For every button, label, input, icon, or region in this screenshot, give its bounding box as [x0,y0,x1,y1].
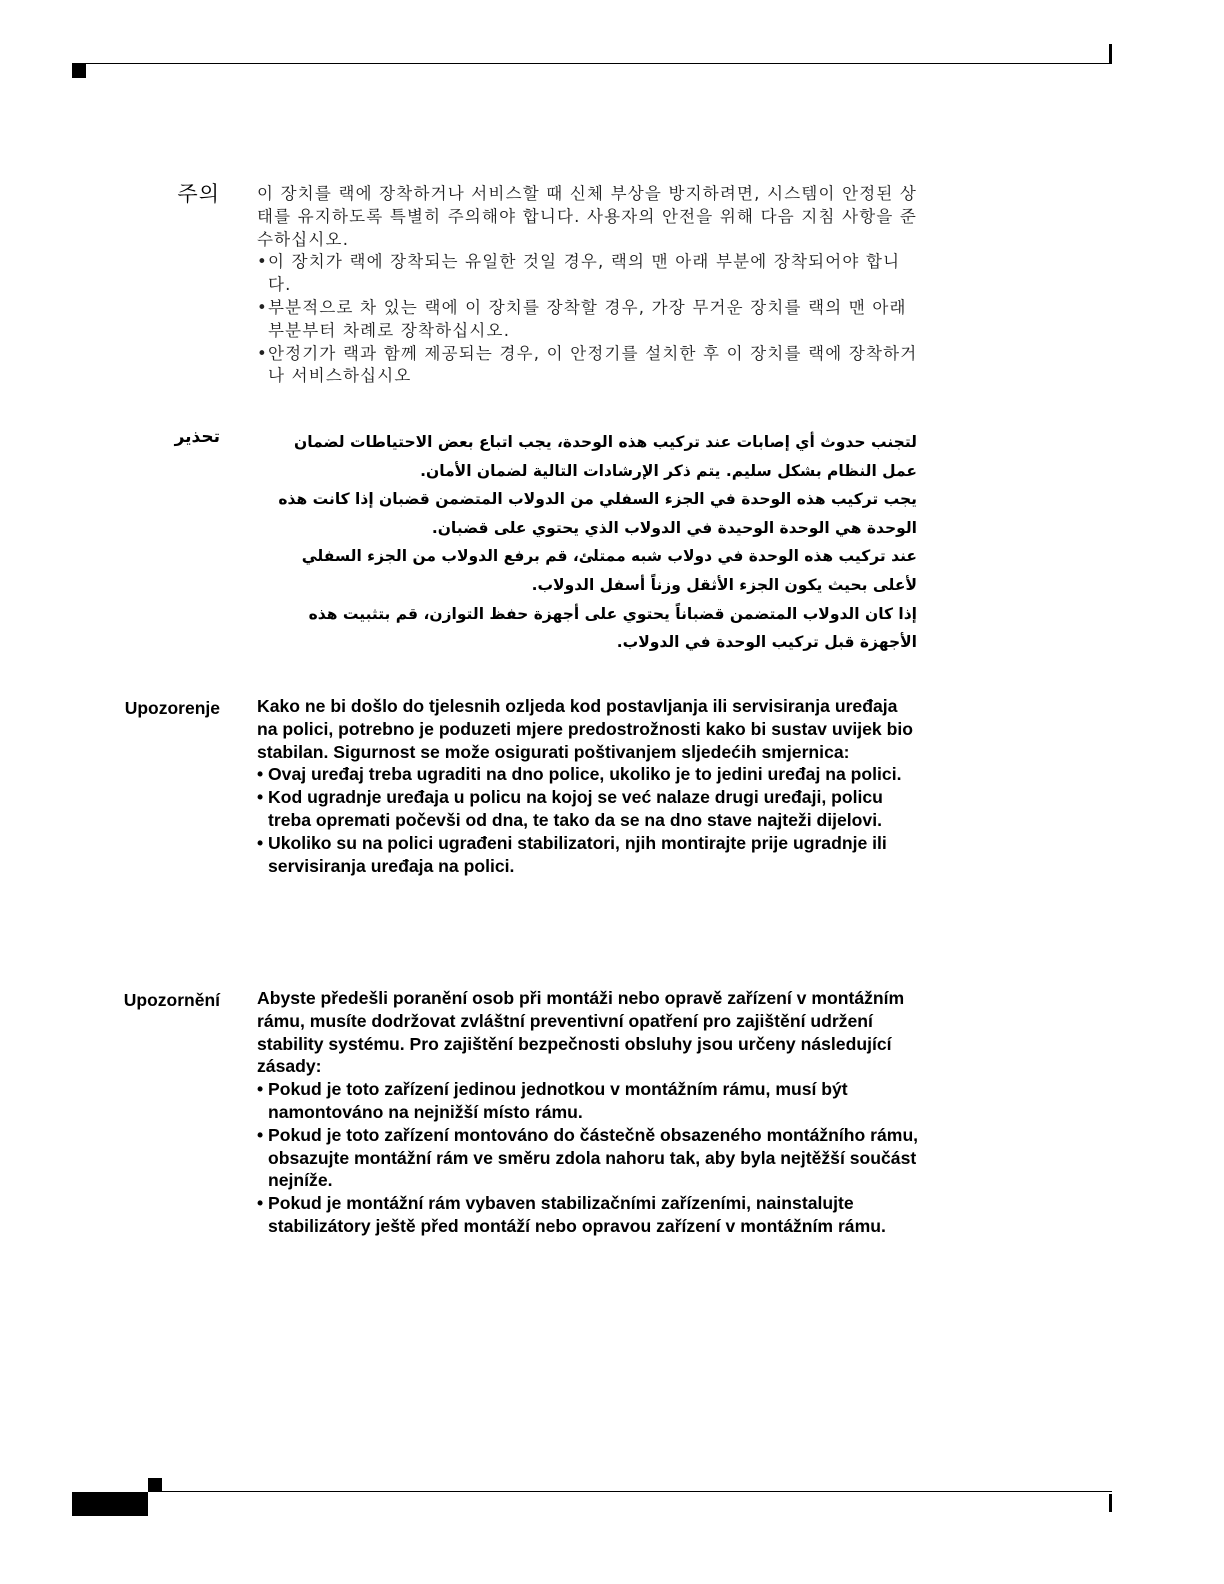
footer-page-tab [72,1492,148,1516]
warning-bullet: • Kod ugradnje uređaja u policu na kojoj se već nalaze drugi uređaji, policu treba opremati počevši od dna, te tako da se na dno stave najteži dijelovi. [257,786,922,832]
warning-body [257,183,922,388]
warning-list [257,763,922,877]
warning-bullet: • Pokud je toto zařízení montováno do částečně obsazeného montážního rámu, obsazujte montážní rám ve směru zdola nahoru tak, aby byla nejtěžší součást nejníže. [257,1124,922,1192]
warning-bullet: • Pokud je montážní rám vybaven stabilizačními zařízeními, nainstalujte stabilizátory ještě před montáží nebo opravou zařízení v montážním rámu. [257,1192,922,1238]
warning-intro: Abyste předešli poranění osob při montáži nebo opravě zařízení v montážním rámu, musíte dodržovat zvláštní preventivní opatření pro zajištění udržení stability systému. Pro zajištění bezpečnosti obsluhy jsou určeny následující zásady: [257,988,905,1077]
warning-intro: Kako ne bi došlo do tjelesnih ozljeda kod postavljanja ili servisiranja uređaja na polici, potrebno je poduzeti mjere predostrožnosti kako bi sustav uvijek bio stabilan. Sigurnost se može osigurati poštivanjem sljedećih smjernica: [257,696,913,762]
footer-marker [148,1478,162,1491]
warning-list [257,251,922,388]
warning-list [257,485,917,657]
footer-tick [1109,1494,1112,1512]
warning-label: Upozorenje [124,698,220,718]
warning-bullet: • 안정기가 랙과 함께 제공되는 경우, 이 안정기를 설치한 후 이 장치를 랙에 장착하거나 서비스하십시오 [257,343,922,389]
warning-bullet: • Pokud je toto zařízení jedinou jednotkou v montážním rámu, musí být namontováno na nejnižší místo rámu. [257,1078,922,1124]
warning-bullet: • Ovaj uređaj treba ugraditi na dno police, ukoliko je to jedini uređaj na polici. [257,763,922,786]
warning-bullet: • Ukoliko su na polici ugrađeni stabilizatori, njih montirajte prije ugradnje ili servisiranja uređaja na polici. [257,832,922,878]
warning-label: 주의 [177,182,220,206]
warning-list [257,1078,922,1238]
footer-rule [148,1491,1112,1492]
header-rule [72,63,1112,64]
warning-bullet: • 이 장치가 랙에 장착되는 유일한 것일 경우, 랙의 맨 아래 부분에 장착되어야 합니다. [257,251,922,297]
header-marker [72,64,86,78]
warning-body [257,987,922,1238]
warning-label: تحذير [174,427,220,447]
warning-bullet: • 부분적으로 차 있는 랙에 이 장치를 장착할 경우, 가장 무거운 장치를 랙의 맨 아래 부분부터 차례로 장착하십시오. [257,297,922,343]
warning-bullet: يجب تركيب هذه الوحدة في الجزء السفلي من الدولاب المتضمن قضبان إذا كانت هذه الوحدة هي الوحدة الوحيدة في الدولاب الذي يحتوي على قضبان. [278,490,917,537]
warning-label: Upozornění [123,990,220,1010]
warning-bullet: إذا كان الدولاب المتضمن قضباناً يحتوي على أجهزة حفظ التوازن، قم بتثبيت هذه الأجهزة قبل تركيب الوحدة في الدولاب. [308,604,917,652]
warning-intro: 이 장치를 랙에 장착하거나 서비스할 때 신체 부상을 방지하려면, 시스템이 안정된 상태를 유지하도록 특별히 주의해야 합니다. 사용자의 안전을 위해 다음 지침 사항을 준수하십시오. [257,184,918,249]
warning-body [257,695,922,877]
warning-bullet: عند تركيب هذه الوحدة في دولاب شبه ممتلئ، قم برفع الدولاب من الجزء السفلي لأعلى بحيث يكون الجزء الأثقل وزناً أسفل الدولاب. [301,547,917,594]
warning-intro: لتجنب حدوث أي إصابات عند تركيب هذه الوحدة، يجب اتباع بعض الاحتياطات لضمان عمل النظام بشكل سليم. يتم ذكر الإرشادات التالية لضمان الأمان. [294,433,917,480]
header-tick [1109,44,1112,64]
warning-body [257,428,917,657]
